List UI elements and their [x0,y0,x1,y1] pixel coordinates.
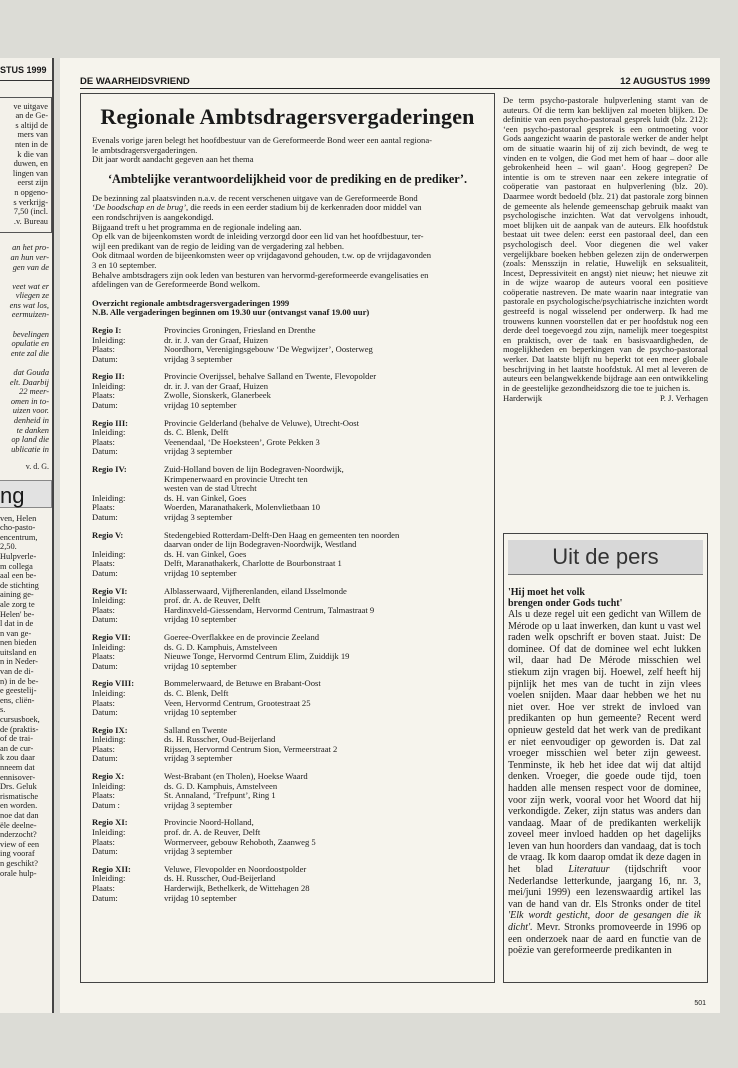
region-area-continued-value: daarvan onder de lijn Bodegraven-Noordwijk, Westland [164,539,357,550]
previous-page-bottom-line: Helen' be- [0,609,35,619]
region-speaker-label: Inleiding: [92,334,126,345]
region-speaker-label: Inleiding: [92,595,126,606]
region-speaker-label: Inleiding: [92,492,126,503]
region-area-continued-value: westen van de stad Utrecht [164,483,257,494]
region-date-row [92,569,483,579]
region-date-row [92,894,483,904]
region-venue-value: Rijssen, Hervormd Centrum Sion, Vermeerstraat 2 [164,743,338,754]
previous-page-italic-line: denheid in [13,416,49,425]
previous-page-bottom-line: s. [0,705,6,715]
region-area-value: Alblasserwaard, Vijfherenlanden, eiland IJsselmonde [164,585,347,596]
region-date-row [92,513,483,523]
region-date-row [92,801,483,811]
region-venue-value: Hardinxveld-Giessendam, Hervormd Centrum, Talmastraat 9 [164,604,375,615]
review-place: Harderwijk [503,393,543,404]
previous-page-banner: ng [0,480,52,508]
previous-page-bottom-line: n) in de be- [0,676,39,686]
region-venue-label: Plaats: [92,883,115,893]
region-date-row [92,754,483,764]
region-venue-value: Nieuwe Tonge, Hervormd Centrum Elim, Zuiddijk 19 [164,651,350,662]
region-date-value: vrijdag 3 september [164,799,233,810]
uit-de-pers-body-c: Mevr. Stronks promoveerde in 1996 op een onderzoek naar de aard en functie van de poëzie van gereformeerde predikanten in [508,922,702,957]
region-area-continued-row [92,484,483,494]
region-area-row [92,587,483,597]
magazine-title: Literatuur [568,864,610,876]
region-block [92,587,483,625]
region-venue-label: Plaats: [92,651,115,662]
overview-note: N.B. Alle vergaderingen beginnen om 19.30 uur (ontvangst vanaf 19.00 uur) [92,307,370,318]
region-area-row [92,726,483,736]
region-venue-row [92,559,483,569]
previous-page-strip [0,58,54,1013]
previous-page-bottom-line: nen bieden [0,638,37,648]
region-venue-row [92,791,483,801]
region-speaker-value: prof. dr. A. de Reuver, Delft [164,827,261,838]
region-speaker-label: Inleiding: [92,380,126,391]
previous-page-bottom-line: nderzocht? [0,830,37,840]
previous-page-italic-text [0,243,52,454]
body-line-8: 3 en 10 september. [92,259,157,270]
previous-page-bottom-line: uitsland en [0,647,37,657]
previous-page-signature: v. d. G. [25,462,49,472]
region-area-label: Regio X: [92,771,125,782]
page-number: 501 [694,1000,706,1007]
previous-page-box-line: s altijd de [15,120,48,130]
region-area-value: Zuid-Holland boven de lijn Bodegraven-Noordwijk, [164,464,344,475]
region-date-value: vrijdag 3 september [164,512,233,522]
previous-page-italic-line: veet wat er [12,281,49,291]
region-venue-row [92,699,483,709]
region-speaker-label: Inleiding: [92,641,126,652]
body-line-9: Behalve ambtsdragers zijn ook leden van besturen van hervormd-gereformeerde evangelisaties en [92,269,429,280]
region-speaker-value: ds. C. Blenk, Delft [164,687,229,698]
region-venue-row [92,391,483,401]
previous-page-box-line: k die van [17,149,48,159]
region-venue-label: Plaats: [92,558,115,569]
region-area-label: Regio IV: [92,464,127,475]
uit-de-pers-banner: Uit de pers [508,540,703,575]
previous-page-bottom-line: aal een be- [0,571,37,581]
region-date-row [92,847,483,857]
previous-page-bottom-line: n in Neder- [0,657,38,667]
region-venue-value: Noordhorn, Verenigingsgebouw ‘De Wegwijzer’, Oosterweg [164,344,373,355]
previous-page-bottom-line: view of een [0,839,40,849]
region-date-row [92,662,483,672]
region-venue-value: Harderwijk, Bethelkerk, de Wittehagen 28 [164,883,310,893]
previous-page-bottom-line: m collega [0,561,33,571]
region-block [92,772,483,810]
region-speaker-label: Inleiding: [92,780,126,791]
region-block [92,726,483,764]
previous-page-box-line: an de Ge- [15,111,48,121]
theme-heading: ‘Ambtelijke verantwoordelijkheid voor de prediking en de prediker’. [107,171,468,186]
region-area-value: Bommelerwaard, de Betuwe en Brabant-Oost [164,678,321,689]
previous-page-box-line: lingen van [12,168,48,178]
previous-page-italic-line: an het pro- [12,243,49,253]
region-area-value: Provincie Noord-Holland, [164,817,254,828]
region-speaker-label: Inleiding: [92,827,126,838]
previous-page-bottom-line: ële deelne- [0,820,37,830]
region-speaker-value: ds. H. Russcher, Oud-Beijerland [164,734,276,745]
previous-page-bottom-line: van de di- [0,667,34,677]
region-area-value: Goeree-Overflakkee en de provincie Zeeland [164,631,320,642]
previous-page-italic-line: opulatie en [11,339,49,349]
region-list [92,326,483,903]
region-date-row [92,615,483,625]
region-area-value: Salland en Twente [164,724,228,735]
uit-de-pers-heading-line-2: brengen onder Gods tucht' [508,598,623,609]
region-venue-label: Plaats: [92,790,115,801]
region-venue-label: Plaats: [92,344,115,355]
previous-page-bottom-line: ven, Helen [0,513,37,523]
region-date-row [92,447,483,457]
previous-page-bottom-line: de stichting [0,580,39,590]
review-author: P. J. Verhagen [659,393,708,404]
region-venue-row [92,838,483,848]
region-speaker-value: ds. G. D. Kamphuis, Amstelveen [164,780,278,791]
previous-page-bottom-line: k zou daar [0,753,35,763]
previous-page-bottom-line: l dat in de [0,619,34,629]
intro-line-3: Dit jaar wordt aandacht gegeven aan het thema [92,154,254,165]
region-area-continued-row [92,540,483,550]
previous-page-box-line: nten in de [14,139,48,149]
region-date-label: Datum: [92,707,118,718]
previous-page-italic-line: eermuizen- [11,310,49,320]
previous-page-bottom-line: noe dat dan [0,810,39,820]
previous-page-bottom-line: n van ge- [0,628,32,638]
region-area-row [92,772,483,782]
region-area-label: Regio V: [92,529,124,540]
region-date-row [92,355,483,365]
previous-page-bottom-line: of de trai- [0,734,34,744]
announcement-box [80,93,495,983]
previous-page-bottom-line: ennisover- [0,772,36,782]
region-speaker-row [92,382,483,392]
book-title: ‘De boodschap en de brug’ [92,202,187,213]
region-speaker-value: dr. ir. J. van der Graaf, Huizen [164,380,269,391]
region-date-value: vrijdag 10 september [164,892,237,903]
previous-page-italic-line: ens wat los, [9,300,49,310]
previous-page-box-line: duwen, en [13,159,48,169]
region-block [92,419,483,457]
region-area-label: Regio III: [92,417,129,428]
region-date-label: Datum: [92,567,118,578]
previous-page-bottom-line: Drs. Geluk [0,782,37,792]
previous-page-italic-line [0,320,49,330]
previous-page-bottom-text [0,514,52,879]
publication-name: DE WAARHEIDSVRIEND [80,76,190,87]
region-speaker-label: Inleiding: [92,734,126,745]
region-area-value: Veluwe, Flevopolder en Noordoostpolder [164,863,307,874]
region-venue-label: Plaats: [92,436,115,447]
region-area-row [92,818,483,828]
previous-page-box-line: eerst zijn [17,178,48,188]
region-speaker-label: Inleiding: [92,548,126,559]
previous-page-box-line: ve uitgave [13,101,48,111]
region-date-label: Datum: [92,660,118,671]
region-block [92,326,483,364]
region-area-value: Stedengebied Rotterdam-Delft-Den Haag en gemeenten ten noorden [164,529,400,540]
body-line-1: De bezinning zal plaatsvinden n.a.v. de recent verschenen uitgave van de Gereformeerde Bond [92,192,418,203]
region-venue-value: St. Annaland, ‘Trefpunt’, Ring 1 [164,790,276,801]
overview-heading: Overzicht regionale ambtsdragersvergaderingen 1999 [92,297,290,308]
region-date-row [92,708,483,718]
previous-page-bottom-line: nneem dat [0,763,35,772]
previous-page-italic-line: op land die [11,435,49,445]
region-area-label: Regio VI: [92,585,128,596]
region-speaker-value: ds. C. Blenk, Delft [164,427,229,438]
previous-page-bottom-line: 2,50. [0,542,17,552]
previous-page-bottom-line: ale zorg te [0,599,35,609]
region-area-row [92,633,483,643]
region-venue-value: Veenendaal, ‘De Hoeksteen’, Grote Pekken 3 [164,436,320,447]
previous-page-bottom-line: cho-pasto- [0,523,36,533]
previous-page-italic-line: ublicatie in [11,444,49,454]
region-area-label: Regio IX: [92,724,128,735]
region-area-value: Provincie Gelderland (behalve de Veluwe), Utrecht-Oost [164,417,360,428]
intro-line-2: le ambtsdragersvergaderingen. [92,144,198,155]
region-date-value: vrijdag 3 september [164,353,233,364]
issue-date: 12 AUGUSTUS 1999 [620,76,710,87]
region-area-label: Regio XI: [92,817,128,828]
region-date-value: vrijdag 3 september [164,846,233,857]
region-date-value: vrijdag 10 september [164,660,237,671]
region-venue-row [92,745,483,755]
article-quote-title: 'Elk wordt gesticht, door de gesangen die ik dicht'. [508,910,701,934]
region-area-label: Regio I: [92,324,122,335]
region-venue-row [92,503,483,513]
previous-page-italic-line: gen van de [12,262,49,272]
region-venue-label: Plaats: [92,836,115,847]
region-area-label: Regio XII: [92,863,131,874]
region-area-row [92,372,483,382]
review-signature [503,394,708,404]
region-venue-value: Woerden, Maranathakerk, Molenvlietbaan 10 [164,502,321,513]
region-date-label: Datum: [92,353,118,364]
previous-page-box-line: 7,50 (incl. [13,207,48,217]
previous-page-bottom-line: ens, cliën- [0,695,35,705]
region-venue-label: Plaats: [92,390,115,401]
region-area-label: Regio II: [92,371,125,382]
region-venue-row [92,652,483,662]
region-area-row [92,326,483,336]
region-block [92,679,483,717]
previous-page-italic-line: uizen voor. [12,406,49,416]
region-area-continued-value: Krimpenerwaard en provincie Utrecht ten [164,473,308,484]
region-block [92,465,483,523]
region-area-value: West-Brabant (en Tholen), Hoekse Waard [164,771,308,782]
region-area-continued-row [92,475,483,485]
region-date-label: Datum: [92,753,118,764]
region-venue-row [92,345,483,355]
region-block [92,372,483,410]
body-line-2-rest: , die reeds in een eerder stadium bij de kerkenraden door middel van [186,202,422,213]
region-date-label: Datum : [92,799,120,810]
region-speaker-value: ds. G. D. Kamphuis, Amstelveen [164,641,278,652]
previous-page-bottom-line: an de cur- [0,743,34,753]
region-date-label: Datum: [92,846,118,857]
region-speaker-label: Inleiding: [92,873,126,884]
region-date-label: Datum: [92,892,118,903]
region-date-label: Datum: [92,614,118,625]
region-block [92,865,483,903]
region-venue-value: Veen, Hervormd Centrum, Grootestraat 25 [164,697,311,708]
previous-page-box-line: n opgeno- [14,187,48,197]
previous-page-bottom-line: aining ge- [0,590,34,600]
previous-page-box-line: s verkrijg- [13,197,48,207]
region-area-label: Regio VII: [92,631,131,642]
previous-page-bottom-line: rismatische [0,791,39,801]
previous-page-italic-line: omen in to- [10,396,49,406]
region-venue-value: Wormerveer, gebouw Rehoboth, Zaanweg 5 [164,836,316,847]
body-line-4: Bijgaand treft u het programma en de regionale indeling aan. [92,221,302,232]
region-block [92,818,483,856]
previous-page-italic-line: bevelingen [12,329,49,339]
region-date-label: Datum: [92,512,118,522]
region-speaker-value: ds. H. Russcher, Oud-Beijerland [164,873,276,884]
previous-page-box-line: .v. Bureau [13,216,48,226]
review-column [503,96,708,404]
region-area-row [92,679,483,689]
region-venue-label: Plaats: [92,502,115,513]
region-date-label: Datum: [92,400,118,411]
region-area-continued-label [92,475,164,485]
region-speaker-row [92,782,483,792]
previous-page-bottom-line: encentrum, [0,532,38,542]
region-venue-label: Plaats: [92,697,115,708]
region-speaker-label: Inleiding: [92,427,126,438]
region-block [92,531,483,579]
previous-page-header: STUS 1999 [0,58,52,81]
region-speaker-value: dr. ir. J. van der Graaf, Huizen [164,334,269,345]
body-line-3: een rondschrijven is aangekondigd. [92,211,214,222]
uit-de-pers-heading [508,587,701,609]
previous-page-bottom-line: cursusboek, [0,715,40,725]
previous-page-italic-line: 22 meer- [19,387,49,397]
region-date-value: vrijdag 10 september [164,400,237,411]
region-date-row [92,401,483,411]
uit-de-pers-heading-line-1: 'Hij moet het volk [508,587,585,598]
body-line-6: wijl een predikant van de regio de leiding van de vergadering zal hebben. [92,240,345,251]
region-venue-row [92,884,483,894]
running-header [80,74,710,89]
body-line-7: Ook ditmaal worden de bijeenkomsten weer op vrijdagavond gehouden, t.w. op de vrijdagavonden [92,250,432,261]
previous-page-italic-line: an hun ver- [10,252,49,262]
region-venue-row [92,606,483,616]
previous-page-box [0,97,52,234]
previous-page-bottom-line: orale hulp- [0,868,37,878]
region-venue-value: Delft, Maranathakerk, Charlotte de Bourbonstraat 1 [164,558,342,569]
region-date-value: vrijdag 3 september [164,446,233,457]
previous-page-italic-line: te danken [16,425,49,435]
region-speaker-label: Inleiding: [92,687,126,698]
region-date-value: vrijdag 10 september [164,614,237,625]
previous-page-bottom-line: Hulpverle- [0,551,37,561]
previous-page-bottom-line: e geestelij- [0,686,37,696]
newspaper-page [60,58,720,1013]
region-venue-label: Plaats: [92,604,115,615]
region-area-row [92,419,483,429]
previous-page-italic-line: dat Gouda [13,368,49,378]
previous-page-italic-line: vliegen ze [15,291,49,301]
previous-page-italic-line: elt. Daarbij [9,377,49,387]
region-date-value: vrijdag 10 september [164,707,237,718]
previous-page-italic-line [0,358,49,368]
uit-de-pers-body [508,609,701,957]
previous-page-bottom-line: ing vooraf [0,849,35,859]
region-venue-label: Plaats: [92,743,115,754]
body-line-10: afdelingen van de Gereformeerde Bond welkom. [92,279,260,290]
uit-de-pers-box [503,533,708,983]
region-date-value: vrijdag 3 september [164,753,233,764]
region-date-label: Datum: [92,446,118,457]
previous-page-italic-line [0,272,49,282]
region-block [92,633,483,671]
region-area-value: Provincies Groningen, Friesland en Drenthe [164,324,316,335]
region-area-value: Provincie Overijssel, behalve Salland en Twente, Flevopolder [164,371,377,382]
previous-page-bottom-line: de (praktis- [0,724,39,734]
region-speaker-value: prof. dr. A. de Reuver, Delft [164,595,261,606]
previous-page-italic-line: ente zal die [10,348,49,358]
region-area-label: Regio VIII: [92,678,135,689]
body-line-5: Op elk van de bijeenkomsten wordt de inleiding verzorgd door een lid van het hoofdbestuur, ter- [92,231,424,242]
region-speaker-value: ds. H. van Ginkel, Goes [164,492,247,503]
review-text: De term psycho-pastorale hulpverlening stamt van de auteurs. Of die term kan beklijven zal moeten blijken. De definitie van een psycho-pastoraal gesprek luidt (blz. 212): ‘een psycho-pastoraal gesprek is een ontmoeting voor Gods aangezicht waarin de pastorale werker de ander helpt om de situatie waarin hij of zij zich bevindt, de weg te vinden en te volgen, die God met hem of haar – door alle gebrokenheid heen – wil gaan’. Hoog gegrepen? De intentie is om te streven naar een zekere integratie of coöperatie van pastoraat en hulpverlening (blz. 20). Daarmee wordt bedoeld (blz. 21) dat pastorale zorg binnen de gemeente als helende gemeenschap gebruik maakt van psychologische inzichten. Wat dat vervolgens inhoudt, moet blijken uit de aanpak van de auteurs. Elk hoofdstuk bestaat uit twee delen: eerst een pastoraal deel, dan een psychologisch deel. Voor diegenen die wel vaker vergelijkbare boeken hebben gelezen zijn de onderwerpen (zoals: Mensszijn in relatie, Huwelijk en seksualiteit, Incest, Depressiviteit en angst) niet nieuw; het nieuwe zit in de wijze waarop de auteurs vooral een positieve coöperatie nastreven. De mate waarin naar integratie van pastorale en psychologische/psychiatrische inzichten wordt gestreefd is nogal wisselend per onderwerp. Ik had me trouwens kunnen voorstellen dat er per hoofdstuk nog een derde deel toegevoegd zou zijn, namelijk meer toegespitst en praktisch, over de taak en basisvaardigheden, de mogelijkheden en beperkingen van de psycho-pastoraal werker. Dat laatste blijft nu beperkt tot een meer globale beschrijving in het laatste hoofdstuk. Al met al leveren de auteurs een belangwekkende bijdrage aan een ontwikkeling in de geestelijke gezondheidszorg die toe te juichen is. [503,95,708,393]
region-venue-value: Zwolle, Sionskerk, Glanerbeek [164,390,271,401]
region-date-value: vrijdag 10 september [164,567,237,578]
uit-de-pers-body-b: (tijdschrift voor Nederlandse letterkunde, jaargang 16, nr. 3, mei/juni 1999) een lezenswaardig artikel las van de hand van dr. Els Stronks onder de titel [508,864,702,910]
article-title: Regionale Ambtsdragersvergaderingen [100,104,475,129]
region-area-row [92,865,483,875]
previous-page-box-line: mers van [17,130,48,140]
region-venue-row [92,438,483,448]
uit-de-pers-body-a: Als u deze regel uit een gedicht van Willem de Mérode op u laat inwerken, dan kunt u vast wel raden welk opschrift er boven staat. Juist: De dominee. Of dat de dominee wel echt lukken wil, daar had De Mérode misschien wel stiekum zijn vragen bij. Hoewel, zelf heeft hij pijnlijk het mes van de tucht in zijn vlees voelen snijden. Maar daar hebben we het nu niet over. Hoe ver strekt de invloed van predikanten op hun gemeente? Recent werd opnieuw gesteld dat het werk van de predikant er niet eenvoudiger op geworden is. Dat zal vroeger misschien wel beter zijn geweest. Tenminste, ik heb het idee dat wij dat altijd denken. Vroeger, die goede oude tijd, toen hadden alle mensen respect voor de dominee, voor zijn werk, vooral voor het Woord dat hij verkondigde. Zeker, zijn status was anders dan vandaag. Maar of de predikanten werkelijk zoveel meer invloed hadden op het dagelijks leven van hun hoorders dan vandaag, dat is toch de vraag. Ik kom daarop omdat ik deze dagen in het blad [508,609,701,876]
intro-line-1: Evenals vorige jaren belegt het hoofdbestuur van de Gereformeerde Bond weer een aantal regiona- [92,135,433,145]
region-speaker-value: ds. H. van Ginkel, Goes [164,548,247,559]
previous-page-bottom-line: en worden. [0,801,38,811]
previous-page-bottom-line: n geschikt? [0,858,38,868]
